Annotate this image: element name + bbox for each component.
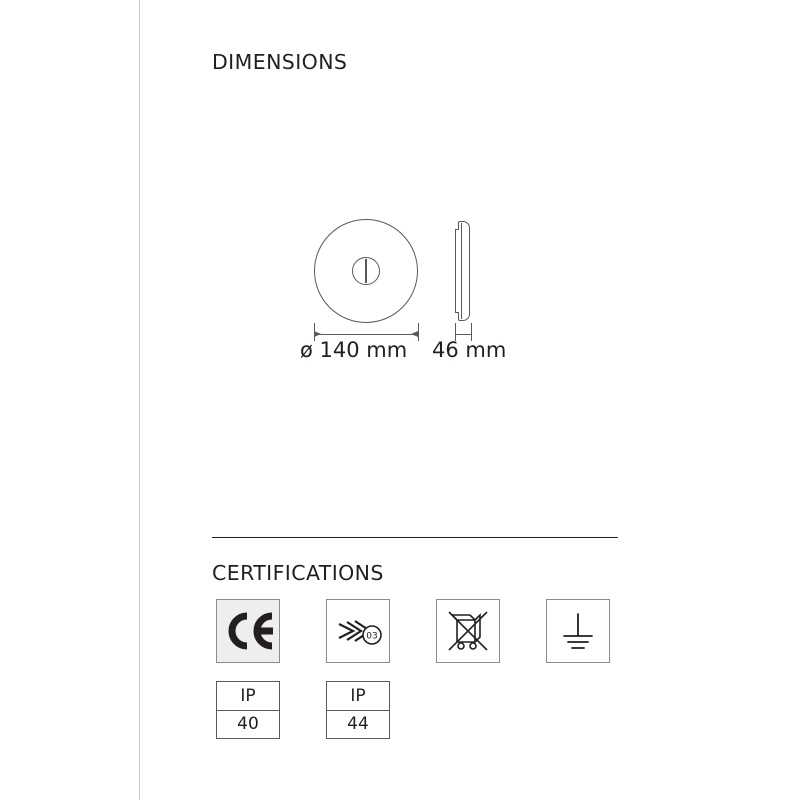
earth-ground-icon: [547, 600, 609, 662]
ip-rating-40-prefix: IP: [217, 682, 279, 711]
front-view-center-slot: [365, 259, 366, 283]
svg-text:03: 03: [366, 631, 378, 642]
ip-rating-row: [216, 681, 390, 739]
section-divider: [212, 537, 618, 538]
side-view-backplate: [455, 229, 459, 313]
certifications-section-title: CERTIFICATIONS: [212, 561, 384, 585]
left-margin-rule: [139, 0, 140, 800]
ip-rating-44-prefix: IP: [327, 682, 389, 711]
side-view-inner-line: [461, 223, 462, 319]
ip-rating-40-badge: [216, 681, 280, 739]
diameter-arrow-left: [314, 331, 321, 337]
eac-mark-icon: [327, 600, 389, 662]
side-view-profile: [454, 219, 472, 323]
ip-rating-40-value: 40: [237, 714, 259, 735]
ce-mark-icon: [217, 600, 279, 662]
crossed-out-bin-icon: [437, 600, 499, 662]
eac-mark-badge: [326, 599, 390, 663]
depth-dimension-line: [455, 334, 471, 335]
ip-rating-44-value: 44: [347, 714, 369, 735]
diameter-label: ø 140 mm: [300, 338, 408, 362]
diameter-tick-right: [418, 323, 419, 341]
ce-mark-badge: [216, 599, 280, 663]
diameter-dimension-line: [314, 334, 418, 335]
depth-label: 46 mm: [432, 338, 507, 362]
certification-badges-row-1: [216, 599, 610, 663]
weee-badge: [436, 599, 500, 663]
diameter-arrow-right: [411, 331, 418, 337]
ip-rating-44-badge: [326, 681, 390, 739]
product-dimension-drawing: [302, 205, 622, 370]
dimensions-section-title: DIMENSIONS: [212, 50, 348, 74]
spec-sheet-page: [212, 0, 772, 800]
class-i-earth-badge: [546, 599, 610, 663]
